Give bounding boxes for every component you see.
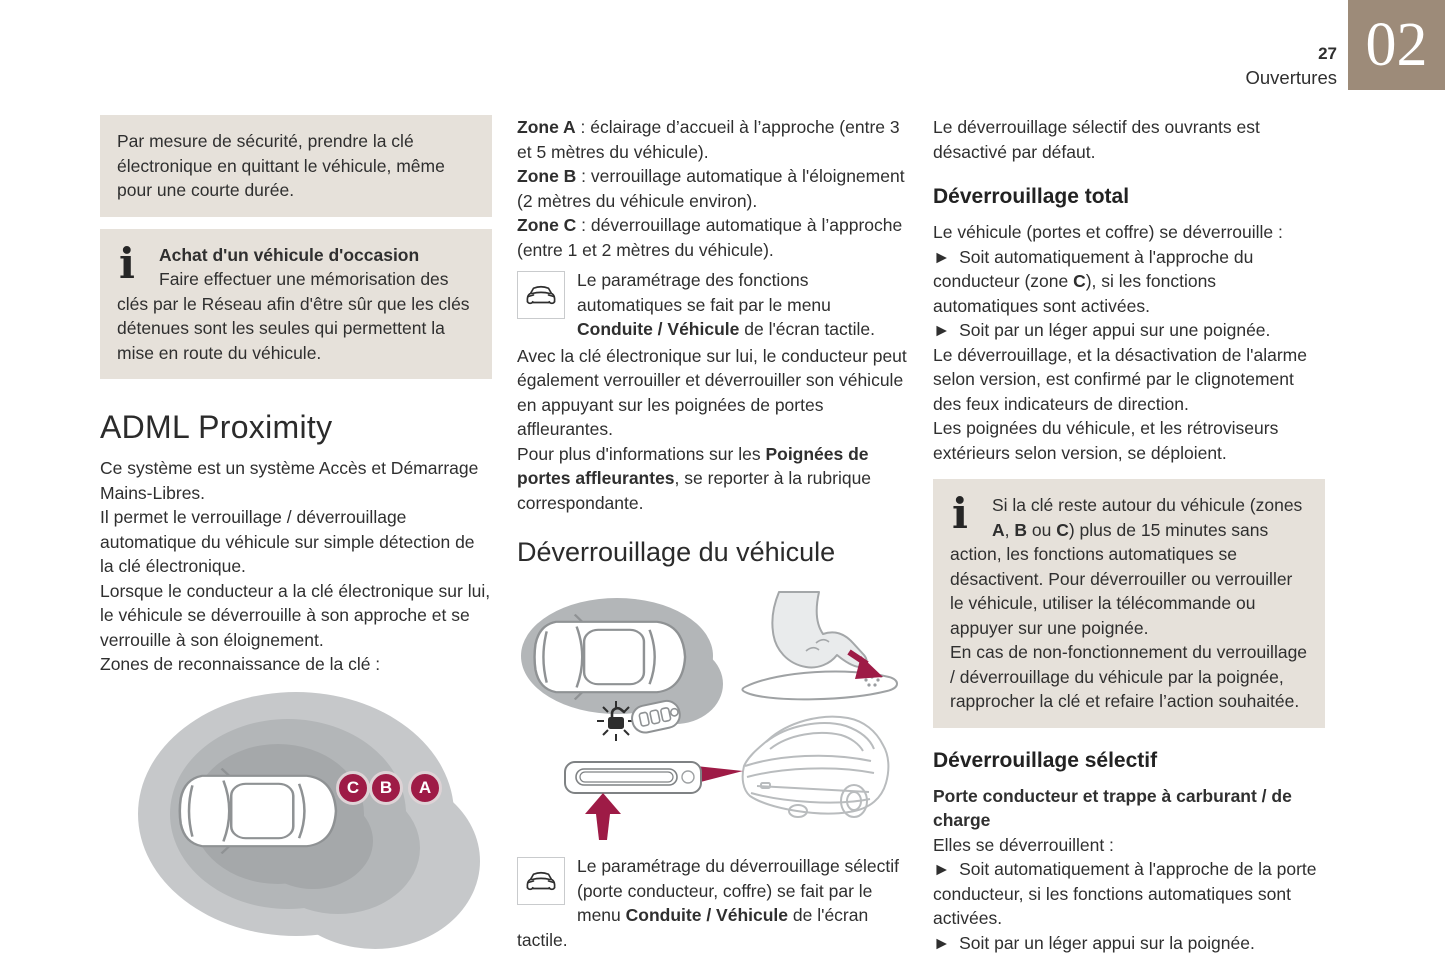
- settings-note-1-text: Le paramétrage des fonctions automatiques se fait par le menu Conduite / Véhicule de l'écran tactile.: [577, 270, 876, 339]
- zone-badge-a: A: [408, 771, 442, 805]
- total-unlock-intro: Le véhicule (portes et coffre) se déverrouille :: [933, 222, 1283, 242]
- info-icon: i: [119, 238, 135, 288]
- page-number: 27: [1318, 44, 1337, 63]
- car-rear-view: [743, 717, 889, 817]
- key-timeout-para-1: Si la clé reste autour du véhicule (zones A, B ou C) plus de 15 minutes sans action, les fonctions automatiques se désactivent. Pour déverrouiller ou verrouiller le véhicule, utiliser la télécommande ou appuyer sur une poignée.: [950, 495, 1303, 638]
- right-column: [933, 115, 1325, 955]
- key-timeout-info-box: [933, 479, 1325, 728]
- flush-handles-ref-para: Pour plus d'informations sur les Poignées de portes affleurantes, se reporter à la rubrique correspondante.: [517, 443, 872, 513]
- page-header: [1245, 44, 1337, 89]
- used-vehicle-info-box: [100, 229, 492, 380]
- settings-note-2: [517, 854, 909, 952]
- car-top-view-small: [535, 615, 686, 700]
- selective-unlock-bullet-2: ► Soit par un léger appui sur la poignée.: [933, 932, 1255, 953]
- adml-para-1: Ce système est un système Accès et Démarrage Mains-Libres.: [100, 458, 479, 503]
- info-icon: i: [952, 489, 968, 538]
- left-column: [100, 115, 492, 964]
- selective-unlock-heading: Déverrouillage sélectif: [933, 748, 1158, 772]
- key-timeout-para-2: En cas de non-fonctionnement du verrouillage / déverrouillage du véhicule par la poignée, rapprocher la clé et refaire l’action souhaitée.: [950, 642, 1308, 711]
- zone-a-para: Zone A : éclairage d’accueil à l’approche (entre 3 et 5 mètres du véhicule).: [517, 117, 900, 162]
- chapter-badge: [1348, 0, 1445, 90]
- info-box-title: Achat d'un véhicule d'occasion: [159, 244, 420, 265]
- adml-heading: ADML Proximity: [100, 409, 333, 445]
- zone-b-para: Zone B : verrouillage automatique à l'éloignement (2 mètres du véhicule environ).: [517, 166, 905, 211]
- selective-unlock-subhead: Porte conducteur et trappe à carburant / de charge: [933, 785, 1292, 830]
- flush-handles-para: Avec la clé électronique sur lui, le conducteur peut également verrouiller et déverrouiller son véhicule en appuyant sur les poignées de portes affleurantes.: [517, 345, 907, 439]
- section-title: Ouvertures: [1245, 67, 1337, 88]
- adml-para-4: Zones de reconnaissance de la clé :: [100, 654, 381, 674]
- total-unlock-bullet-2: ► Soit par un léger appui sur une poignée.: [933, 320, 1271, 340]
- car-top-view: [180, 768, 336, 853]
- middle-column: [517, 115, 909, 954]
- up-arrow: [585, 793, 621, 840]
- chapter-number: 02: [1365, 11, 1428, 79]
- selective-default-para: Le déverrouillage sélectif des ouvrants est désactivé par défaut.: [933, 117, 1260, 162]
- unlocking-illustration: [517, 580, 909, 842]
- total-unlock-deploy-para: Les poignées du véhicule, et les rétroviseurs extérieurs selon version, se déploient.: [933, 418, 1279, 463]
- total-unlock-confirm-para: Le déverrouillage, et la désactivation de l'alarme selon version, est confirmé par le clignotement des feux indicateurs de direction.: [933, 344, 1307, 414]
- settings-note-2-text: Le paramétrage du déverrouillage sélectif (porte conducteur, coffre) se fait par le menu Conduite / Véhicule de l'écran tactile.: [517, 856, 899, 950]
- unlocking-heading: Déverrouillage du véhicule: [517, 537, 836, 567]
- vehicle-settings-icon: [517, 857, 565, 905]
- unlocking-illustration-svg: [517, 580, 909, 842]
- zone-badge-b: B: [369, 771, 403, 805]
- security-note-text: Par mesure de sécurité, prendre la clé électronique en quittant le véhicule, même pour une courte durée.: [117, 131, 445, 200]
- security-note-box: [100, 115, 492, 217]
- selective-unlock-bullet-1: ► Soit automatiquement à l'approche de la porte conducteur, si les fonctions automatiques sont activées.: [933, 859, 1317, 928]
- handle-close-up: [565, 762, 701, 793]
- hand-pressing-handle: [742, 592, 897, 699]
- info-box-body: Faire effectuer une mémorisation des clés par le Réseau afin d'être sûr que les clés détenues sont les seules qui permettent la mise en route du véhicule.: [117, 269, 470, 363]
- zone-c-para: Zone C : déverrouillage automatique à l’approche (entre 1 et 2 mètres du véhicule).: [517, 215, 903, 260]
- zones-illustration: [100, 683, 492, 964]
- settings-note-1: [517, 268, 909, 342]
- adml-para-3: Lorsque le conducteur a la clé électronique sur lui, le véhicule se déverrouille à son approche et se verrouille à son éloignement.: [100, 580, 491, 650]
- adml-para-2: Il permet le verrouillage / déverrouillage automatique du véhicule sur simple détection de la clé électronique.: [100, 507, 475, 576]
- total-unlock-heading: Déverrouillage total: [933, 185, 1130, 208]
- total-unlock-bullet-1: ► Soit automatiquement à l'approche du conducteur (zone C), si les fonctions automatiques sont activées.: [933, 246, 1254, 316]
- key-recognition-zones-diagram: [100, 683, 492, 964]
- selective-unlock-intro: Elles se déverrouillent :: [933, 834, 1114, 855]
- zone-badge-c: C: [336, 771, 370, 805]
- vehicle-settings-icon: [517, 271, 565, 319]
